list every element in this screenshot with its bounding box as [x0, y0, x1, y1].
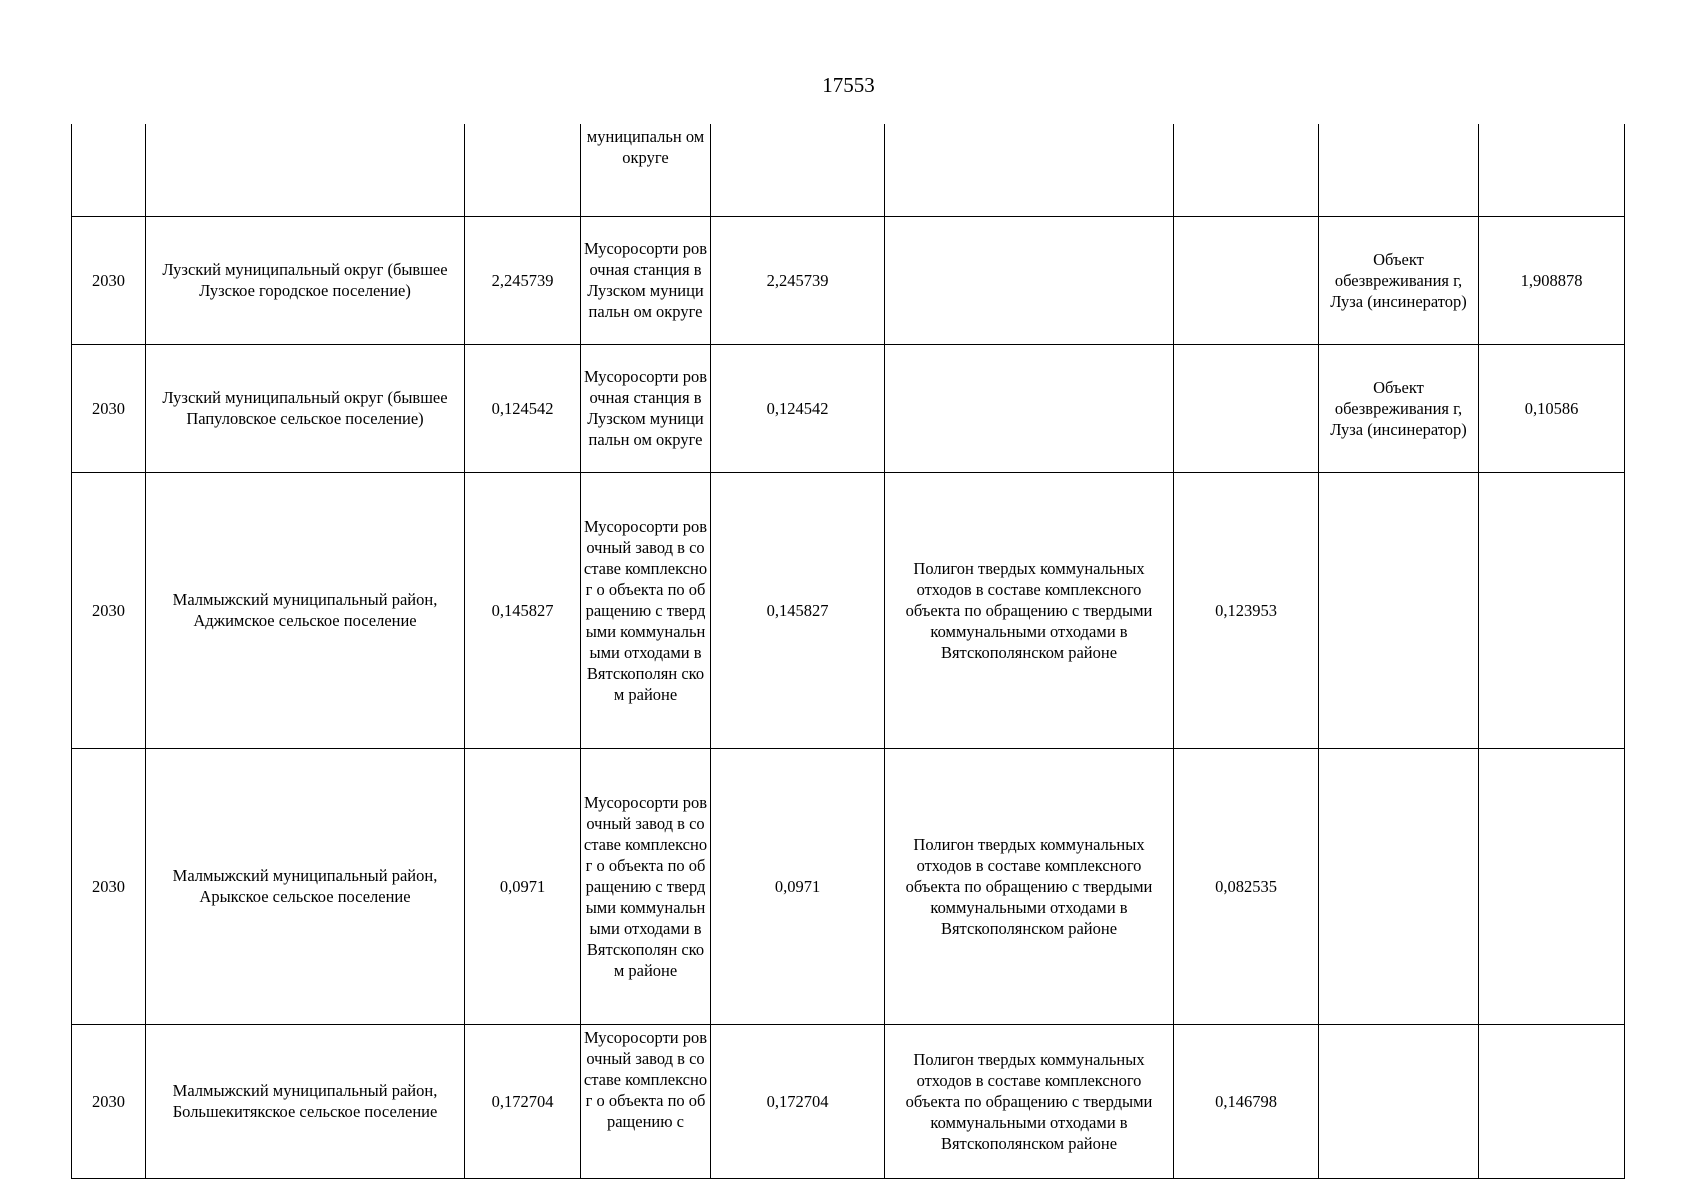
incineration-facility-cell: [1319, 1024, 1479, 1178]
landfill-volume-cell: [1174, 216, 1319, 344]
incineration-volume-cell: [1479, 748, 1625, 1024]
municipality-cell: Лузский муниципальный округ (бывшее Лузское городское поселение): [146, 216, 465, 344]
volume-cell: 0,124542: [465, 344, 581, 472]
municipality-cell: Малмыжский муниципальный район, Арыкское сельское поселение: [146, 748, 465, 1024]
year-cell: 2030: [72, 1024, 146, 1178]
page-number: 17553: [822, 73, 875, 97]
table-row: [72, 344, 1625, 472]
landfill-volume-cell: [1174, 344, 1319, 472]
table-row: [72, 748, 1625, 1024]
landfill-cell: Полигон твердых коммунальных отходов в составе комплексного объекта по обращению с твердыми коммунальными отходами в Вятскополянском районе: [885, 748, 1174, 1024]
landfill-cell: Полигон твердых коммунальных отходов в составе комплексного объекта по обращению с твердыми коммунальными отходами в Вятскополянском районе: [885, 1024, 1174, 1178]
table-row: [72, 1024, 1625, 1178]
incineration-facility-cell: Объект обезвреживания г, Луза (инсинератор): [1319, 216, 1479, 344]
landfill-volume-cell: [1174, 124, 1319, 216]
incineration-facility-cell: [1319, 748, 1479, 1024]
sorting-facility-cell: муниципальн ом округе: [581, 124, 711, 216]
sorted-volume-cell: 0,172704: [711, 1024, 885, 1178]
volume-cell: 0,0971: [465, 748, 581, 1024]
volume-cell: 0,172704: [465, 1024, 581, 1178]
incineration-facility-cell: Объект обезвреживания г, Луза (инсинератор): [1319, 344, 1479, 472]
landfill-cell: [885, 216, 1174, 344]
sorting-facility-cell: Мусоросорти ровочный завод в составе комплексног о объекта по обращению с твердыми коммунальн ыми отходами в Вятскополян ском районе: [581, 472, 711, 748]
sorted-volume-cell: [711, 124, 885, 216]
table-row: [72, 124, 1625, 216]
sorted-volume-cell: 2,245739: [711, 216, 885, 344]
year-cell: 2030: [72, 472, 146, 748]
year-cell: 2030: [72, 344, 146, 472]
sorted-volume-cell: 0,0971: [711, 748, 885, 1024]
municipality-cell: Малмыжский муниципальный район, Аджимское сельское поселение: [146, 472, 465, 748]
landfill-cell: Полигон твердых коммунальных отходов в составе комплексного объекта по обращению с твердыми коммунальными отходами в Вятскополянском районе: [885, 472, 1174, 748]
landfill-cell: [885, 124, 1174, 216]
incineration-volume-cell: 0,10586: [1479, 344, 1625, 472]
sorting-facility-cell: Мусоросорти ровочная станция в Лузском муниципальн ом округе: [581, 216, 711, 344]
incineration-volume-cell: [1479, 1024, 1625, 1178]
municipality-cell: [146, 124, 465, 216]
landfill-volume-cell: 0,123953: [1174, 472, 1319, 748]
year-cell: [72, 124, 146, 216]
sorted-volume-cell: 0,145827: [711, 472, 885, 748]
sorted-volume-cell: 0,124542: [711, 344, 885, 472]
incineration-volume-cell: 1,908878: [1479, 216, 1625, 344]
sorting-facility-cell: Мусоросорти ровочный завод в составе комплексног о объекта по обращению с: [581, 1024, 711, 1178]
sorting-facility-cell: Мусоросорти ровочный завод в составе комплексног о объекта по обращению с твердыми коммунальн ыми отходами в Вятскополян ском районе: [581, 748, 711, 1024]
municipality-cell: Лузский муниципальный округ (бывшее Папуловское сельское поселение): [146, 344, 465, 472]
volume-cell: [465, 124, 581, 216]
table-row: [72, 216, 1625, 344]
landfill-cell: [885, 344, 1174, 472]
volume-cell: 2,245739: [465, 216, 581, 344]
waste-flow-table: [71, 124, 1625, 1179]
volume-cell: 0,145827: [465, 472, 581, 748]
incineration-volume-cell: [1479, 472, 1625, 748]
sorting-facility-cell: Мусоросорти ровочная станция в Лузском муниципальн ом округе: [581, 344, 711, 472]
year-cell: 2030: [72, 748, 146, 1024]
table-row: [72, 472, 1625, 748]
municipality-cell: Малмыжский муниципальный район, Большекитякское сельское поселение: [146, 1024, 465, 1178]
incineration-facility-cell: [1319, 124, 1479, 216]
incineration-facility-cell: [1319, 472, 1479, 748]
landfill-volume-cell: 0,082535: [1174, 748, 1319, 1024]
incineration-volume-cell: [1479, 124, 1625, 216]
landfill-volume-cell: 0,146798: [1174, 1024, 1319, 1178]
year-cell: 2030: [72, 216, 146, 344]
